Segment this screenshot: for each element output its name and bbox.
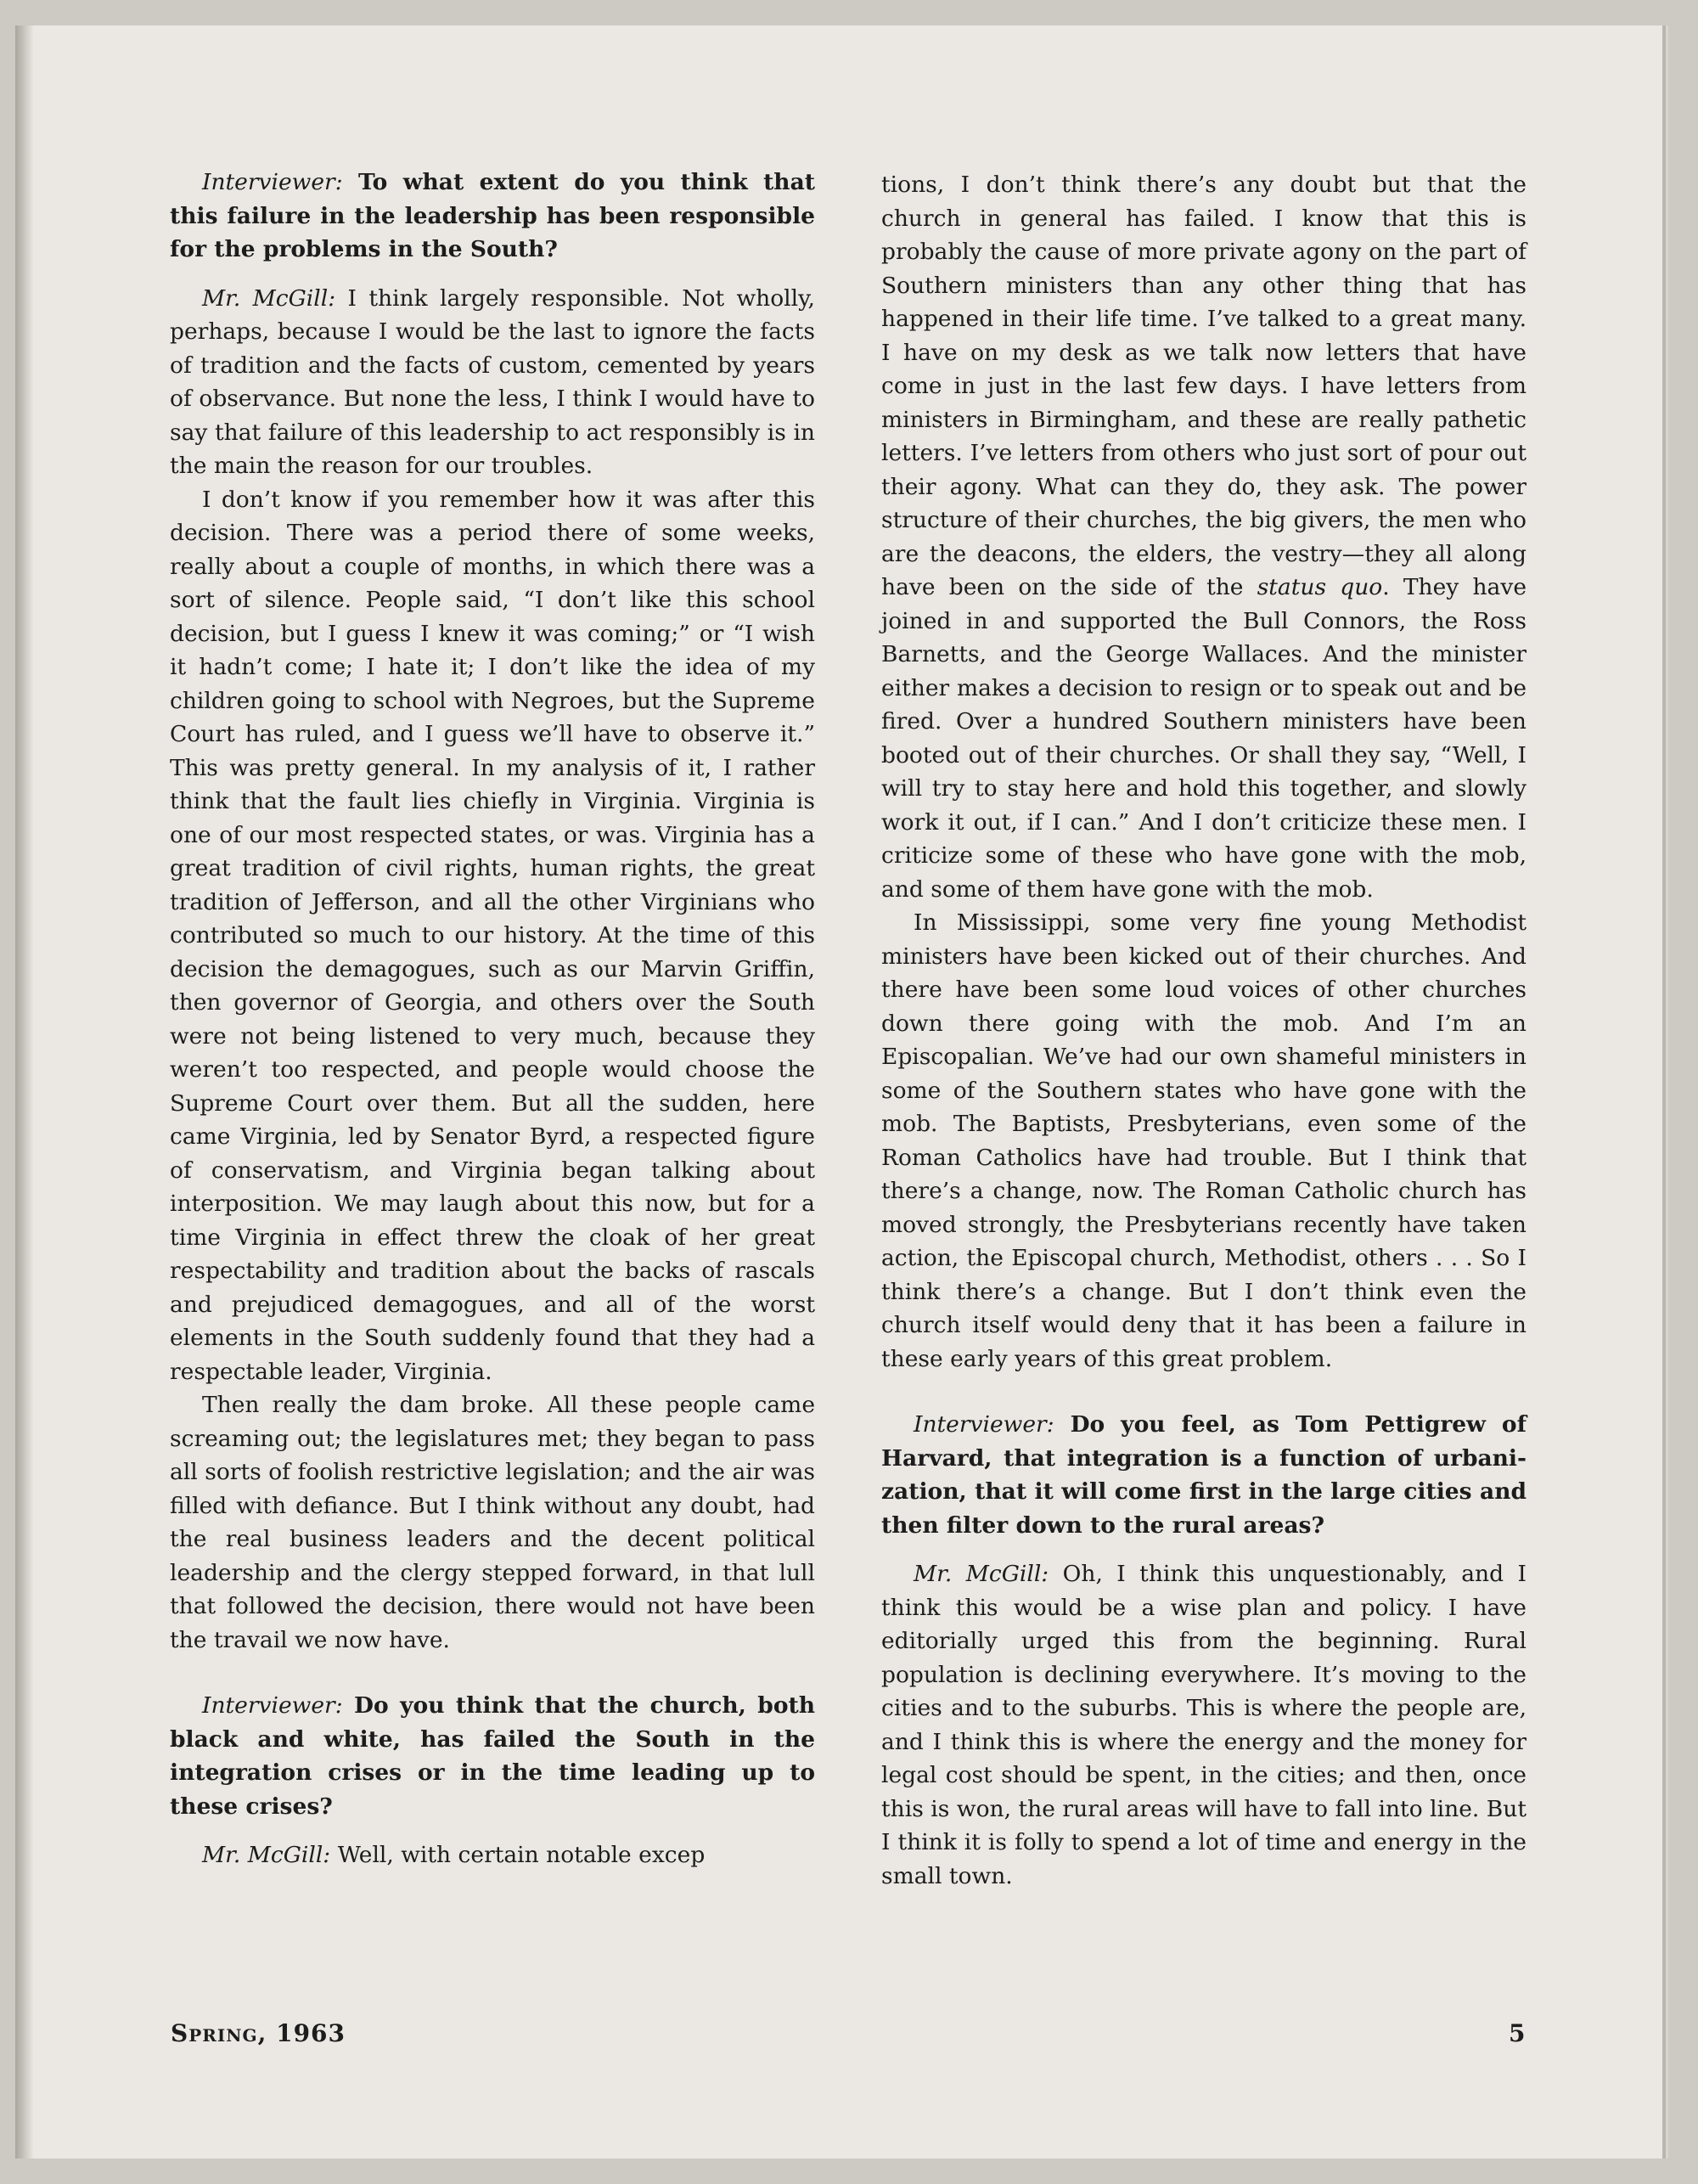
speaker-label: Mr. McGill:	[202, 1842, 331, 1868]
speaker-label: Interviewer:	[202, 169, 343, 195]
answer-text: Well, with certain notable excep	[337, 1842, 706, 1868]
speaker-label: Interviewer:	[914, 1411, 1054, 1438]
answer-paragraph	[881, 1557, 1527, 1893]
question-text: Do you feel, as Tom Pettigrew of Harvard, that integration is a function of urbanization, that it will come first in the large cities and then filter down to the rural areas?	[881, 1411, 1527, 1539]
interviewer-question	[170, 1689, 815, 1823]
page-number: 5	[1509, 2019, 1527, 2047]
answer-paragraph	[170, 282, 815, 483]
speaker-label: Mr. McGill:	[914, 1561, 1049, 1587]
continued-text: tions, I don’t think there’s any doubt but that the church in general has failed. I know that this is probably the cause of more private agony on the part of Southern ministers than any other thing that has happened in their life time. I’ve talked to a great many. I have on my desk as we talk now letters that have come in just in the last few days. I have letters from ministers in Birmingham, and these are really pathetic letters. I’ve letters from others who just sort of pour out their agony. What can they do, they ask. The power structure of their churches, the big givers, the men who are the deacons, the elders, the vestry—they all along have been on the side of the	[881, 172, 1527, 600]
left-column	[170, 166, 815, 1872]
continued-paragraph	[881, 168, 1527, 906]
speaker-label: Mr. McGill:	[202, 284, 336, 312]
continued-text-after: . They have joined in and supported the Bull Connors, the Ross Barnetts, and the George Wallaces. And the minister either makes a decision to resign or to speak out and be fired. Over a hundred Southern ministers have been booted out of their churches. Or shall they say, “Well, I will try to stay here and hold this together, and slowly work it out, if I can.” And I don’t criticize these men. I criticize some of these who have gone with the mob, and some of them have gone with the mob.	[881, 574, 1527, 903]
interviewer-question	[881, 1408, 1527, 1542]
emphasis-text: status quo	[1257, 574, 1383, 600]
right-column	[881, 168, 1527, 1893]
body-paragraph: I don’t know if you remember how it was after this decision. There was a period there of some weeks, really about a couple of months, in which there was a sort of silence. People said, “I don’t like this school decision, but I guess I knew it was coming;” or “I wish it hadn’t come; I hate it; I don’t like the idea of my children going to school with Negroes, but the Supreme Court has ruled, and I guess we’ll have to observe it.” This was pretty general. In my analysis of it, I rather think that the fault lies chiefly in Virginia. Virginia is one of our most respected states, or was. Virginia has a great tradition of civil rights, human rights, the great tradition of Jefferson, and all the other Virginians who contributed so much to our history. At the time of this decision the demagogues, such as our Marvin Griffin, then governor of Georgia, and others over the South were not being listened to very much, because they weren’t too respected, and people would choose the Supreme Court over them. But all the sudden, here came Virginia, led by Senator Byrd, a respected figure of conservatism, and Virginia began talking about interposition. We may laugh about this now, but for a time Virginia in effect threw the cloak of her great respectability and tradition about the backs of rascals and prejudiced demagogues, and all of the worst elements in the South suddenly found that they had a respectable leader, Virginia.	[170, 486, 815, 1385]
body-paragraph: In Mississippi, some very fine young Methodist ministers have been kicked out of their churches. And there have been some loud voices of other churches down there going with the mob. And I’m an Episcopalian. We’ve had our own shameful ministers in some of the Southern states who have gone with the mob. The Baptists, Presbyterians, even some of the Roman Catholics have had trouble. But I think that there’s a change, now. The Roman Catholic church has moved strongly, the Presbyterians recently have taken action, the Episcopal church, Methodist, others . . . So I think there’s a change. But I don’t think even the church itself would deny that it has been a failure in these early years of this great problem.	[881, 909, 1527, 1372]
question-text: Do you think that the church, both black and white, has failed the South in the integration crises or in the time leading up to these crises?	[170, 1692, 815, 1820]
answer-text: I think largely responsible. Not wholly, perhaps, because I would be the last to ignore the facts of tradition and the facts of custom, cemented by years of observance. But none the less, I think I would have to say that failure of this leadership to act responsibly is in the main the reason for our troubles.	[170, 284, 815, 479]
answer-text: Oh, I think this unquestionably, and I think this would be a wise plan and policy. I have editorially urged this from the beginning. Rural population is declining everywhere. It’s moving to the cities and to the suburbs. This is where the people are, and I think this is where the energy and the money for legal cost should be spent, in the cities; and then, once this is won, the rural areas will have to fall into line. But I think it is folly to spend a lot of time and energy in the small town.	[881, 1561, 1527, 1889]
answer-paragraph	[170, 1838, 815, 1872]
footer-issue-date: Spring, 1963	[171, 2019, 346, 2047]
interviewer-question	[170, 166, 815, 267]
body-paragraph: Then really the dam broke. All these people came screaming out; the legislatures met; they began to pass all sorts of foolish restrictive legislation; and the air was filled with defiance. But I think without any doubt, had the real business leaders and the decent political leadership and the clergy stepped forward, in that lull that followed the decision, there would not have been the travail we now have.	[170, 1392, 815, 1653]
binding-gutter	[15, 25, 34, 2159]
question-text: To what extent do you think that this failure in the leadership has been responsible for the problems in the South?	[170, 169, 815, 262]
speaker-label: Interviewer:	[202, 1692, 343, 1719]
page	[15, 25, 1662, 2159]
